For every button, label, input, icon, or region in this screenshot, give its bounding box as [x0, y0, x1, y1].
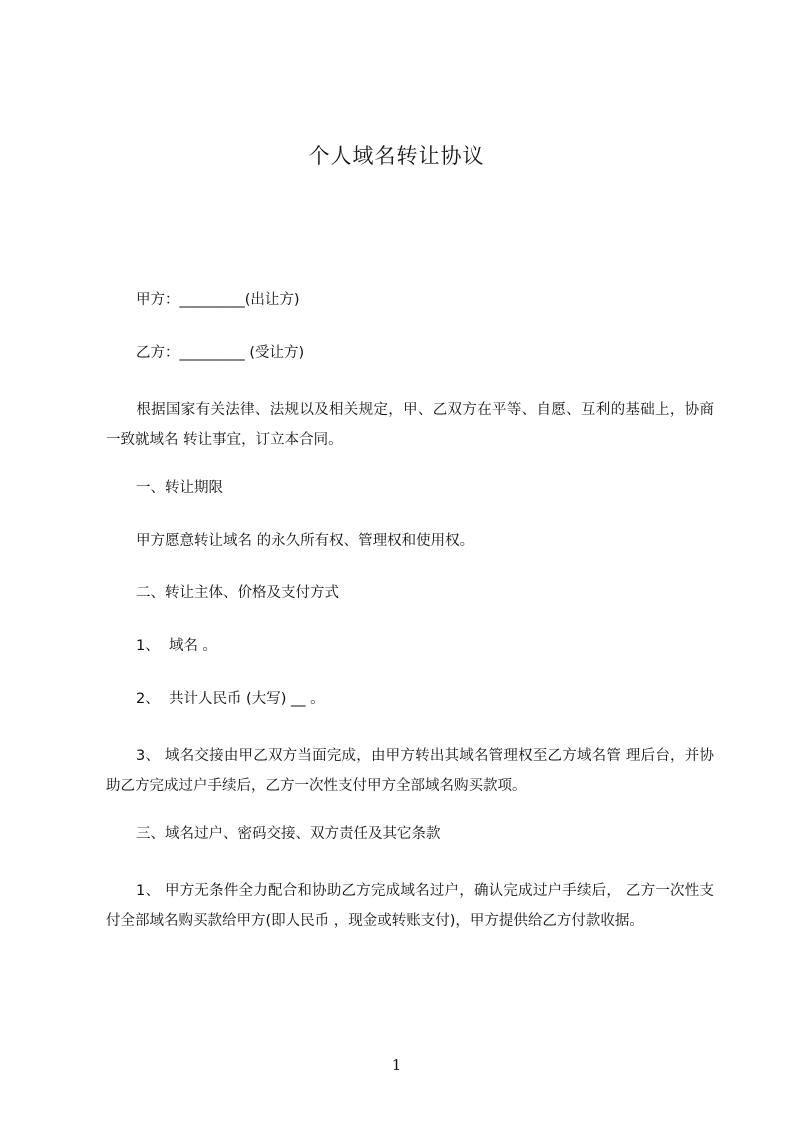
preamble-paragraph: [106, 395, 714, 455]
section-2-item-1: 1、 域名 。: [136, 638, 218, 654]
section-2-item-3-text: 3、 域名交接由甲乙双方当面完成，由甲方转出其域名管理权至乙方域名管 理后台，并协助乙方完成过户手续后，乙方一次性支付甲方全部域名购买款项。: [106, 748, 714, 794]
document-title: 个人域名转让协议: [308, 144, 485, 168]
section-2-heading: 二、转让主体、价格及支付方式: [136, 585, 339, 601]
party-a-line: 甲方：_________(出让方): [136, 292, 300, 308]
section-2-item-3: [106, 741, 714, 801]
section-2-item-2: 2、 共计人民币 (大写) __ 。: [136, 691, 325, 707]
section-3-heading: 三、域名过户、密码交接、双方责任及其它条款: [136, 826, 441, 842]
section-1-text: 甲方愿意转让域名 的永久所有权、管理权和使用权。: [136, 533, 475, 549]
preamble-text: 根据国家有关法律、法规以及相关规定，甲、乙双方在平等、自愿、互利的基础上，协商一致就域名 转让事宜，订立本合同。: [106, 402, 714, 448]
page-number: 1: [391, 1056, 402, 1074]
section-1-heading: 一、转让期限: [136, 480, 223, 496]
section-3-item-1-text: 1、 甲方无条件全力配合和协助乙方完成域名过户，确认完成过户手续后， 乙方一次性支付全部域名购买款给甲方(即人民币 ，现金或转账支付)，甲方提供给乙方付款收据。: [106, 883, 714, 929]
party-b-line: 乙方：_________ (受让方): [136, 345, 305, 361]
section-3-item-1: [106, 876, 714, 936]
